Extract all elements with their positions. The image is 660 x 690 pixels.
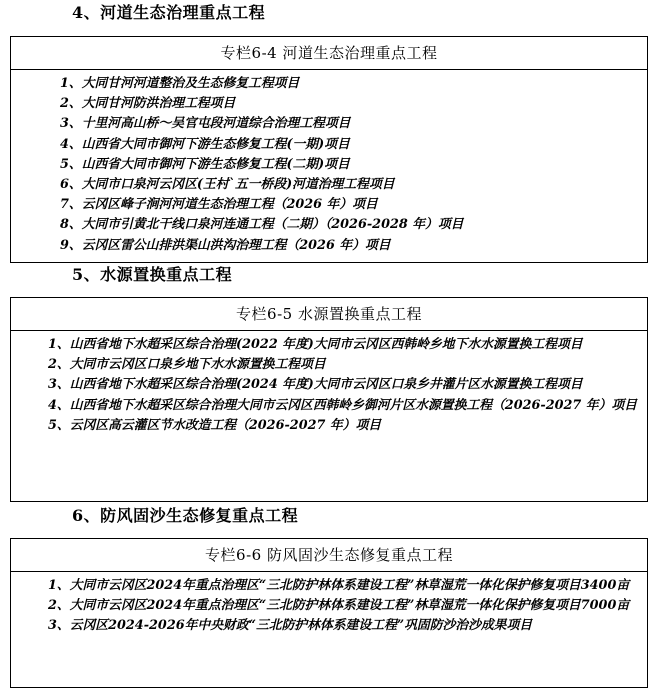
list-item: 2、大同市云冈区2024年重点治理区“三北防护林体系建设工程”林草湿荒一体化保护修复项目7000亩	[48, 598, 630, 614]
list-item: 3、山西省地下水超采区综合治理(2024 年度)大同市云冈区口泉乡井灌片区水源置换工程项目	[48, 377, 583, 393]
list-item: 2、大同甘河防洪治理工程项目	[60, 96, 236, 112]
list-item: 4、山西省地下水超采区综合治理大同市云冈区西韩岭乡御河片区水源置换工程（2026-2027 年）项目	[48, 397, 637, 413]
list-item: 6、大同市口泉河云冈区(王村`五一桥段)河道治理工程项目	[60, 177, 395, 193]
column-box-title: 专栏6-6 防风固沙生态修复重点工程	[11, 539, 647, 572]
list-item: 9、云冈区雷公山排洪渠山洪沟治理工程（2026 年）项目	[60, 237, 391, 253]
list-item: 1、大同市云冈区2024年重点治理区“三北防护林体系建设工程”林草湿荒一体化保护修复项目3400亩	[48, 578, 630, 593]
section-heading-sand: 6、防风固沙生态修复重点工程	[72, 506, 299, 525]
section-heading-water: 5、水源置换重点工程	[72, 265, 233, 284]
section-heading-river: 4、河道生态治理重点工程	[72, 3, 266, 22]
list-item: 8、大同市引黄北干线口泉河连通工程（二期）（2026-2028 年）项目	[60, 217, 464, 233]
list-item: 5、山西省大同市御河下游生态修复工程(二期)项目	[60, 156, 350, 172]
list-item: 3、云冈区2024-2026年中央财政“三北防护林体系建设工程”巩固防沙治沙成果项目	[48, 618, 533, 634]
column-box-title: 专栏6-5 水源置换重点工程	[11, 298, 647, 331]
list-item: 4、山西省大同市御河下游生态修复工程(一期)项目	[60, 136, 350, 152]
column-box-river	[10, 36, 648, 263]
list-item: 5、云冈区高云灌区节水改造工程（2026-2027 年）项目	[48, 417, 382, 433]
list-item: 1、大同甘河河道整治及生态修复工程项目	[60, 76, 300, 91]
column-box-title: 专栏6-4 河道生态治理重点工程	[11, 37, 647, 70]
list-item: 3、十里河高山桥～吴官屯段河道综合治理工程项目	[60, 116, 351, 132]
column-box-sand	[10, 538, 648, 688]
list-item: 1、山西省地下水超采区综合治理(2022 年度)大同市云冈区西韩岭乡地下水水源置换工程项目	[48, 337, 583, 352]
column-box-water	[10, 297, 648, 502]
project-list	[11, 572, 647, 639]
list-item: 7、云冈区峰子涧河河道生态治理工程（2026 年）项目	[60, 197, 378, 213]
list-item: 2、大同市云冈区口泉乡地下水水源置换工程项目	[48, 357, 326, 373]
project-list	[11, 70, 647, 258]
project-list	[11, 331, 647, 438]
